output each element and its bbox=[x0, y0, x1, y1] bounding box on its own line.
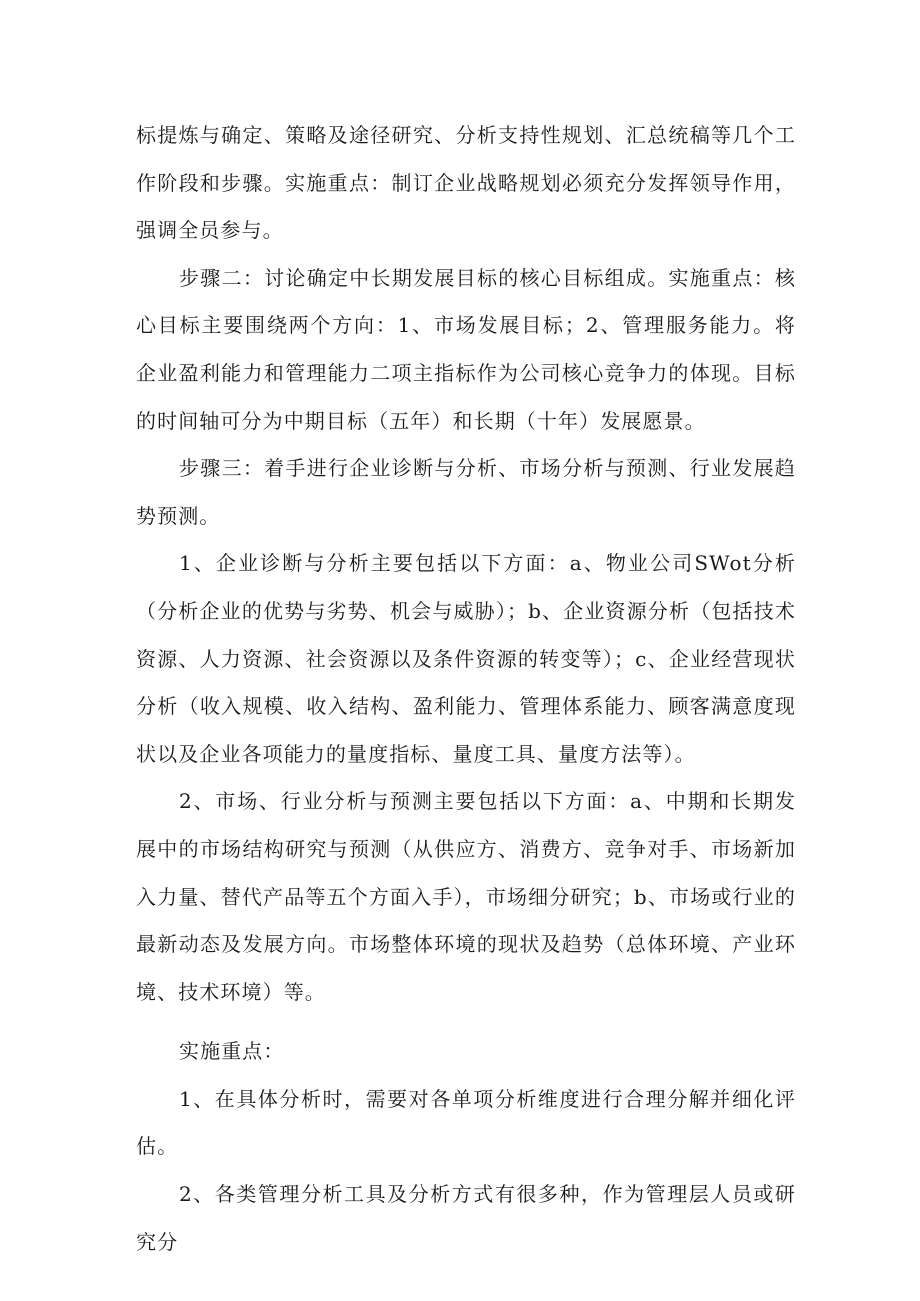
document-body bbox=[136, 112, 796, 1266]
paragraph-point-one: 1、在具体分析时，需要对各单项分析维度进行合理分解并细化评估。 bbox=[136, 1086, 796, 1159]
paragraph-step-two: 步骤二：讨论确定中长期发展目标的核心目标组成。实施重点：核心目标主要围绕两个方向：1、市场发展目标；2、管理服务能力。将企业盈利能力和管理能力二项主指标作为公司核心竞争力的体现。目标的时间轴可分为中期目标（五年）和长期（十年）发展愿景。 bbox=[136, 265, 796, 433]
paragraph-continuation: 标提炼与确定、策略及途径研究、分析支持性规划、汇总统稿等几个工作阶段和步骤。实施重点：制订企业战略规划必须充分发挥领导作用，强调全员参与。 bbox=[136, 123, 796, 243]
paragraph-implementation-heading: 实施重点： bbox=[179, 1039, 285, 1064]
paragraph-market-analysis: 2、市场、行业分析与预测主要包括以下方面：a、中期和长期发展中的市场结构研究与预测（从供应方、消费方、竞争对手、市场新加入力量、替代产品等五个方面入手），市场细分研究；b、市场或行业的最新动态及发展方向。市场整体环境的现状及趋势（总体环境、产业环境、技术环境）等。 bbox=[136, 789, 796, 1004]
paragraph-step-three: 步骤三：着手进行企业诊断与分析、市场分析与预测、行业发展趋势预测。 bbox=[136, 456, 796, 528]
paragraph-point-two: 2、各类管理分析工具及分析方式有很多种，作为管理层人员或研究分 bbox=[136, 1182, 796, 1254]
paragraph-enterprise-diagnosis: 1、企业诊断与分析主要包括以下方面：a、物业公司SWot分析（分析企业的优势与劣势、机会与威胁）；b、企业资源分析（包括技术资源、人力资源、社会资源以及条件资源的转变等）；c、企业经营现状分析（收入规模、收入结构、盈利能力、管理体系能力、顾客满意度现状以及企业各项能力的量度指标、量度工具、量度方法等）。 bbox=[136, 551, 796, 766]
